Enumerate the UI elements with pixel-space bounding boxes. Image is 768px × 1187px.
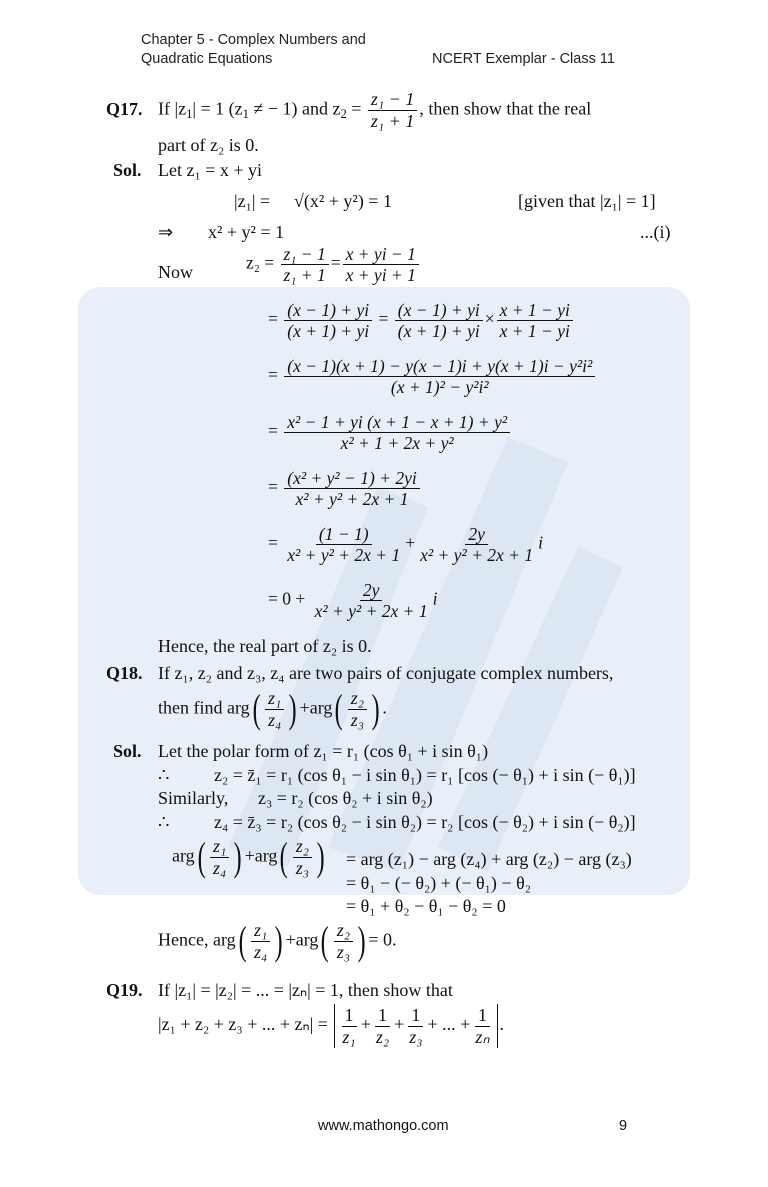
q17-label: Q17. bbox=[106, 99, 143, 119]
sol18-line2: z₂ = z̄₁ = r₁ (cos θ₁ − i sin θ₁) = r₁ [cos (− θ₁) + i sin (− θ₁)] bbox=[214, 765, 636, 785]
page-number: 9 bbox=[619, 1118, 628, 1134]
sol18-line7: = θ₁ + θ₂ − θ₁ − θ₂ = 0 bbox=[346, 896, 506, 916]
sol18-similarly: Similarly, bbox=[158, 788, 229, 808]
therefore-symbol-2: ∴ bbox=[158, 812, 170, 832]
header-chapter-line2: Quadratic Equations bbox=[141, 51, 273, 67]
sol17-conclusion: Hence, the real part of z₂ is 0. bbox=[158, 636, 372, 656]
therefore-symbol: ∴ bbox=[158, 765, 170, 785]
sol17-step3: = $\frac{\text{(x − 1)(x + 1) − y(x − 1)i + y(x + 1)i − y²i²}}{\text{(x + 1)² − y²i²}}$ bbox=[268, 356, 597, 397]
sol17-given: [given that |z₁| = 1] bbox=[518, 191, 656, 211]
header-book-title: NCERT Exemplar - Class 11 bbox=[432, 51, 615, 67]
sol18-line5: = arg (z₁) − arg (z₄) + arg (z₂) − arg (z₃) bbox=[346, 849, 632, 869]
sol17-now: Now bbox=[158, 262, 193, 282]
q19-label: Q19. bbox=[106, 980, 143, 1000]
sol17-mod-rhs: √(x² + y²) = 1 bbox=[294, 191, 392, 211]
sol17-let: Let z₁ = x + yi bbox=[158, 160, 263, 180]
sol17-step5: = $\frac{\text{(x² + y² − 1) + 2yi}}{\text{x² + y² + 2x + 1}}$ bbox=[268, 468, 422, 509]
sol18-line3: z₃ = r₂ (cos θ₂ + i sin θ₂) bbox=[258, 788, 433, 808]
sol18-arg-expression: arg( $\frac{\text{z₁}}{\text{z₄}}$ ) +arg( $\frac{\text{z₂}}{\text{z₃}}$ ) bbox=[172, 834, 325, 880]
header-chapter-line1: Chapter 5 - Complex Numbers and bbox=[141, 32, 366, 48]
sol17-step7: = 0 + $\frac{2y}{\text{x² + y² + 2x + 1}}$ i bbox=[268, 580, 438, 622]
sol17-mod-lhs: |z₁| = bbox=[234, 191, 271, 211]
sol18-line6: = θ₁ − (− θ₂) + (− θ₁) − θ₂ bbox=[346, 873, 531, 893]
footer-website: www.mathongo.com bbox=[318, 1118, 449, 1134]
sol17-eq-i: x² + y² = 1 bbox=[208, 222, 285, 242]
sol18-line4: z₄ = z̄₃ = r₂ (cos θ₂ − i sin θ₂) = r₂ [cos (− θ₂) + i sin (− θ₂)] bbox=[214, 812, 636, 832]
sol17-step2: = $\frac{(x - 1) + yi}{(x + 1) + yi}$ = $\frac{(x - 1) + yi}{(x + 1) + yi}$ × $\frac{x + 1 - yi}{x + 1 - yi}$ bbox=[268, 300, 575, 341]
sol18-conclusion: Hence, arg( $\frac{\text{z₁}}{\text{z₄}}$ ) +arg( $\frac{\text{z₂}}{\text{z₃}}$ ) = 0. bbox=[158, 918, 397, 964]
sol18-label: Sol. bbox=[113, 741, 142, 761]
q18-label: Q18. bbox=[106, 663, 143, 683]
q19-equation: |z₁ + z₂ + z₃ + ... + zₙ| = $\frac{1}{\text{z₁}}$ + $\frac{1}{\text{z₂}}$ + $\frac{1}{\text{z₃}}$ + ... + $\frac{1}{\text{zₙ}}$ . bbox=[158, 1004, 505, 1047]
q17-statement: If $|z_1| = 1$ ($z_1$ ≠ − 1) and $z_2$ = $\frac{\text{z₁ − 1}}{\text{z₁ + 1}}$ , then show that the real bbox=[158, 89, 592, 131]
q17-fraction: $\frac{\text{z₁ − 1}}{\text{z₁ + 1}}$ bbox=[368, 89, 417, 131]
sol17-eq-i-tag: ...(i) bbox=[640, 222, 671, 242]
q19-statement: If |z₁| = |z₂| = ... = |zₙ| = 1, then show that bbox=[158, 980, 453, 1000]
sol18-line1: Let the polar form of z₁ = r₁ (cos θ₁ + i sin θ₁) bbox=[158, 741, 489, 761]
sol17-step1: z₂ = $\frac{\text{z₁ − 1}}{\text{z₁ + 1}}$ = $\frac{x + yi - 1}{x + yi + 1}$ bbox=[246, 244, 421, 285]
implies-symbol: ⇒ bbox=[158, 222, 174, 242]
sol17-step4: = $\frac{\text{x² − 1 + yi (x + 1 − x + 1) + y²}}{\text{x² + 1 + 2x + y²}}$ bbox=[268, 412, 512, 453]
sol17-step6: = $\frac{(1 - 1)}{\text{x² + y² + 2x + 1}}$ + $\frac{2y}{\text{x² + y² + 2x + 1}}$ i bbox=[268, 524, 543, 566]
q17-statement-line2: part of z₂ is 0. bbox=[158, 135, 259, 155]
sol17-label: Sol. bbox=[113, 160, 142, 180]
q18-find: then find arg( $\frac{\text{z₁}}{\text{z₄}}$ ) +arg( $\frac{\text{z₂}}{\text{z₃}}$ ) . bbox=[158, 686, 387, 732]
q18-statement: If z₁, z₂ and z₃, z₄ are two pairs of conjugate complex numbers, bbox=[158, 663, 614, 683]
